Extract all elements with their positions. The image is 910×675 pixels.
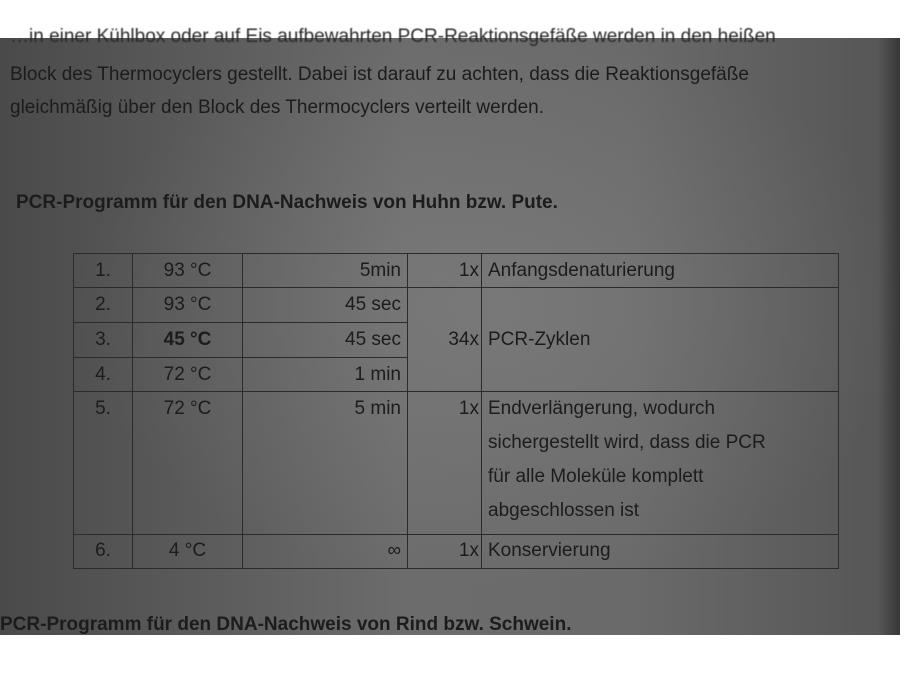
description-line: sichergestellt wird, dass die PCR (488, 432, 766, 454)
pcr-program-table (73, 253, 839, 569)
step-duration: 1 min (243, 358, 408, 392)
table-row (74, 392, 839, 534)
photographed-page (0, 26, 900, 635)
step-number: 5. (74, 392, 133, 534)
page-edge-shadow (878, 38, 900, 635)
step-temperature: 45 °C (133, 323, 243, 358)
step-number: 6. (74, 534, 133, 568)
step-repetitions: 1x (408, 534, 482, 568)
step-description: Konservierung (482, 534, 839, 568)
step-number: 2. (74, 288, 133, 323)
description-line: Endverlängerung, wodurch (488, 398, 716, 420)
step-number: 3. (74, 323, 133, 358)
table-row (74, 288, 839, 323)
table-row (74, 254, 839, 288)
intro-paragraph (10, 58, 880, 124)
step-temperature: 93 °C (133, 288, 243, 323)
description-line: für alle Moleküle komplett (488, 466, 704, 488)
step-repetitions: 1x (408, 254, 482, 288)
step-repetitions: 1x (408, 392, 482, 534)
description-line: abgeschlossen ist (488, 500, 640, 522)
step-temperature: 4 °C (133, 534, 243, 568)
paragraph-line: gleichmäßig über den Block des Thermocyclers verteilt werden. (10, 97, 544, 118)
cut-off-text-line: …in einer Kühlbox oder auf Eis aufbewahrten PCR-Reaktionsgefäße werden in den heißen (10, 26, 776, 47)
cycle-description: PCR-Zyklen (482, 288, 839, 392)
step-duration: ∞ (243, 534, 408, 568)
step-description: Anfangsdenaturierung (482, 254, 839, 288)
step-duration: 45 sec (243, 288, 408, 323)
step-number: 4. (74, 358, 133, 392)
step-number: 1. (74, 254, 133, 288)
step-duration: 45 sec (243, 323, 408, 358)
paragraph-line: Block des Thermocyclers gestellt. Dabei ist darauf zu achten, dass die Reaktionsgefäße (10, 64, 749, 85)
section-title-huhn-pute: PCR-Programm für den DNA-Nachweis von Huhn bzw. Pute. (16, 192, 558, 213)
step-temperature: 93 °C (133, 254, 243, 288)
cycle-repetitions: 34x (408, 288, 482, 392)
section-title-rind-schwein: PCR-Programm für den DNA-Nachweis von Rind bzw. Schwein. (0, 614, 572, 635)
step-temperature: 72 °C (133, 392, 243, 534)
step-description (482, 392, 839, 534)
step-temperature: 72 °C (133, 358, 243, 392)
step-duration: 5min (243, 254, 408, 288)
table-row (74, 534, 839, 568)
step-duration: 5 min (243, 392, 408, 534)
